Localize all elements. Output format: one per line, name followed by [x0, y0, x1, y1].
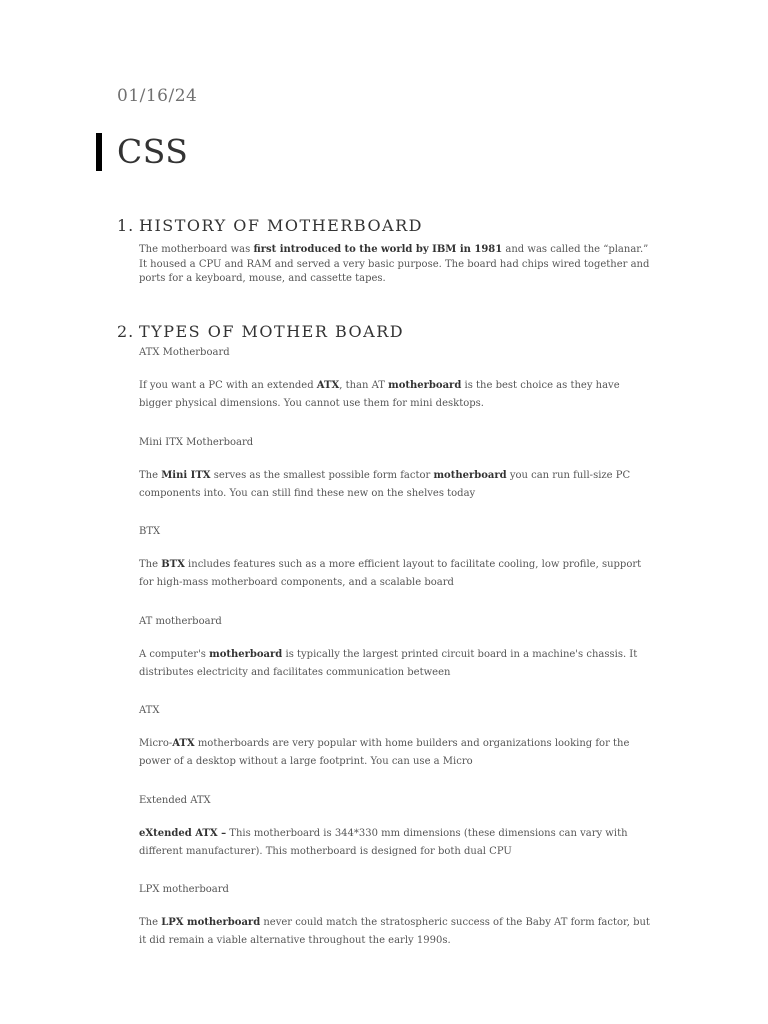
type-label: ATX	[139, 705, 160, 716]
type-description	[139, 914, 653, 950]
bold-run: motherboard	[209, 648, 283, 660]
type-description	[139, 467, 653, 503]
bold-run: eXtended ATX –	[139, 827, 227, 839]
text-run: is typically the largest printed circuit board in a machine's chassis. It distributes electricity and facilitates communication between	[139, 648, 638, 678]
text-run: serves as the smallest possible form factor	[210, 469, 434, 481]
section-heading	[117, 216, 652, 235]
section-number: 1.	[117, 216, 135, 235]
text-run: motherboards are very popular with home builders and organizations looking for the power of a desktop without a large footprint. You can use a Micro	[139, 738, 630, 767]
type-description	[139, 735, 653, 771]
type-label: ATX Motherboard	[139, 347, 230, 358]
bold-run: ATX	[172, 738, 195, 749]
bold-run: motherboard	[388, 380, 462, 391]
section-history	[117, 216, 652, 287]
type-description	[139, 646, 653, 682]
bold-run: ATX	[316, 380, 340, 391]
document-title: CSS	[117, 132, 189, 171]
text-run: If you want a PC with an extended	[139, 380, 317, 391]
text-run: A computer's	[139, 648, 210, 660]
document-date: 01/16/24	[117, 86, 198, 106]
text-run: The	[139, 917, 162, 928]
section-body	[139, 243, 651, 287]
bold-run: BTX	[161, 559, 185, 570]
section-heading	[117, 322, 652, 341]
text-run: Micro-	[139, 738, 173, 749]
text-run: and was called the “planar.” It housed a CPU and RAM and served a very basic purpose. The board had chips wired together and ports for a keyboard, mouse, and cassette tapes.	[139, 244, 650, 284]
text-run: The	[139, 469, 162, 481]
section-title: HISTORY OF MOTHERBOARD	[139, 216, 423, 235]
bold-run: motherboard	[433, 469, 507, 481]
type-description	[139, 825, 653, 861]
text-run: includes features such as a more efficient layout to facilitate cooling, low profile, support for high-mass motherboard components, and a scalable board	[139, 559, 642, 588]
section-number: 2.	[117, 322, 135, 341]
type-label: Mini ITX Motherboard	[139, 436, 254, 448]
text-run: The motherboard was	[139, 244, 254, 255]
history-paragraph	[139, 243, 651, 287]
text-run: never could match the stratospheric success of the Baby AT form factor, but it did remain a viable alternative throughout the early 1990s.	[139, 917, 650, 946]
type-description	[139, 377, 653, 413]
bold-run: Mini ITX	[161, 469, 211, 481]
type-label: Extended ATX	[139, 794, 211, 806]
text-run: you can run full-size PC components into. You can still find these new on the shelves today	[139, 469, 631, 499]
bold-run: first introduced to the world by IBM in 1981	[253, 244, 503, 255]
type-label: LPX motherboard	[139, 884, 229, 895]
bold-run: LPX motherboard	[161, 917, 261, 928]
text-run: , than AT	[339, 380, 389, 391]
section-types	[117, 322, 652, 341]
text-run: This motherboard is 344*330 mm dimensions (these dimensions can vary with different manufacturer). This motherboard is designed for both dual CPU	[139, 827, 628, 857]
type-label: BTX	[139, 526, 161, 537]
text-run: The	[139, 559, 162, 570]
section-title: TYPES OF MOTHER BOARD	[139, 322, 405, 341]
type-label: AT motherboard	[139, 615, 222, 627]
title-accent-bar	[96, 133, 102, 171]
type-description	[139, 556, 653, 592]
text-run: is the best choice as they have bigger physical dimensions. You cannot use them for mini desktops.	[139, 380, 620, 409]
